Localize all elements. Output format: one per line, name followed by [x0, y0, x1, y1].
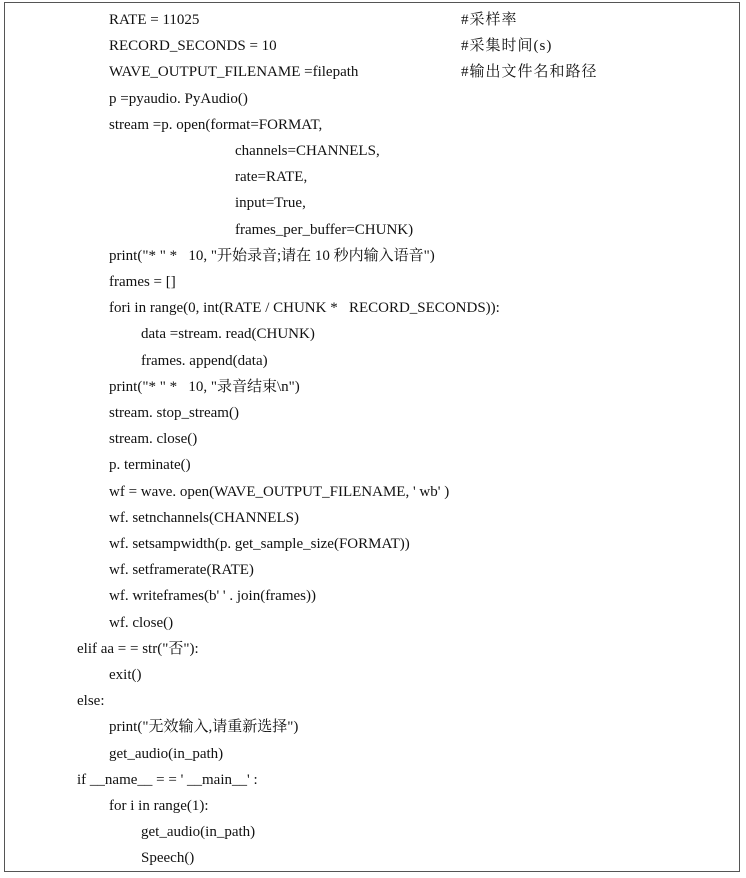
- code-line: [0, 86, 740, 112]
- code-line-text: stream. stop_stream(): [109, 405, 239, 421]
- code-line-text: p. terminate(): [109, 457, 191, 474]
- code-line-text: print("* " * 10, "开始录音;请在 10 秒内输入语音"): [109, 247, 435, 264]
- code-line: [0, 531, 740, 557]
- code-line-text: elif aa = = str("否"):: [77, 640, 199, 657]
- code-line-text: WAVE_OUTPUT_FILENAME =filepath: [109, 64, 359, 81]
- code-line-text: frames = []: [109, 274, 176, 290]
- code-line-text: frames_per_buffer=CHUNK): [235, 221, 414, 238]
- code-line-text: wf. setframerate(RATE): [109, 562, 254, 579]
- code-line: [0, 243, 740, 269]
- code-line: [0, 845, 740, 871]
- code-line: [0, 636, 740, 662]
- code-line-text: RECORD_SECONDS = 10: [109, 38, 277, 55]
- code-line: [0, 819, 740, 845]
- code-line-text: get_audio(in_path): [109, 745, 224, 762]
- code-line-text: else:: [77, 693, 105, 710]
- code-line-text: exit(): [109, 667, 142, 683]
- code-line: [0, 138, 740, 164]
- code-line: [0, 610, 740, 636]
- code-line: [0, 348, 740, 374]
- code-line-text: stream. close(): [109, 431, 198, 448]
- code-line-text: RATE = 11025: [109, 12, 200, 28]
- code-line: [0, 321, 740, 347]
- code-line-text: data =stream. read(CHUNK): [141, 326, 315, 343]
- code-comment: #采样率: [461, 12, 518, 28]
- code-line-text: print("* " * 10, "录音结束\n"): [109, 378, 300, 395]
- code-line: [0, 452, 740, 478]
- code-line-text: for i in range(1):: [109, 798, 209, 814]
- code-line-text: if __name__ = = ' __main__' :: [77, 771, 258, 788]
- code-line: [0, 374, 740, 400]
- code-line: [0, 793, 740, 819]
- code-line-text: wf. setnchannels(CHANNELS): [109, 509, 299, 526]
- code-line-text: fori in range(0, int(RATE / CHUNK * RECORD_SECONDS)):: [109, 300, 500, 317]
- code-line-text: frames. append(data): [141, 352, 268, 369]
- code-line: [0, 59, 740, 85]
- code-line: [0, 269, 740, 295]
- code-line: [0, 164, 740, 190]
- code-line-text: wf. writeframes(b' ' . join(frames)): [109, 588, 316, 605]
- code-line: [0, 295, 740, 321]
- code-line: [0, 583, 740, 609]
- code-line: [0, 190, 740, 216]
- code-line: [0, 33, 740, 59]
- code-line: [0, 557, 740, 583]
- code-line: [0, 217, 740, 243]
- code-comment: #采集时间(s): [461, 38, 553, 55]
- code-line-text: get_audio(in_path): [141, 824, 256, 841]
- code-line: [0, 741, 740, 767]
- code-line-text: stream =p. open(format=FORMAT,: [109, 116, 323, 133]
- code-line: [0, 767, 740, 793]
- code-line: [0, 505, 740, 531]
- code-line-text: wf. close(): [109, 614, 174, 631]
- code-line-text: channels=CHANNELS,: [235, 143, 380, 159]
- code-line: [0, 112, 740, 138]
- code-line-text: rate=RATE,: [235, 169, 308, 186]
- code-line-text: Speech(): [141, 850, 195, 867]
- code-line: [0, 479, 740, 505]
- code-line-text: print("无效输入,请重新选择"): [109, 719, 299, 736]
- code-line-text: wf = wave. open(WAVE_OUTPUT_FILENAME, ' wb' ): [109, 483, 450, 500]
- code-comment: #输出文件名和路径: [461, 64, 598, 81]
- code-line: [0, 688, 740, 714]
- code-line: [0, 400, 740, 426]
- code-line: [0, 714, 740, 740]
- code-line: [0, 426, 740, 452]
- code-line: [0, 662, 740, 688]
- code-line-text: p =pyaudio. PyAudio(): [109, 90, 248, 107]
- code-line-text: input=True,: [235, 195, 306, 212]
- code-line: [0, 7, 740, 33]
- code-line-text: wf. setsampwidth(p. get_sample_size(FORMAT)): [109, 536, 410, 552]
